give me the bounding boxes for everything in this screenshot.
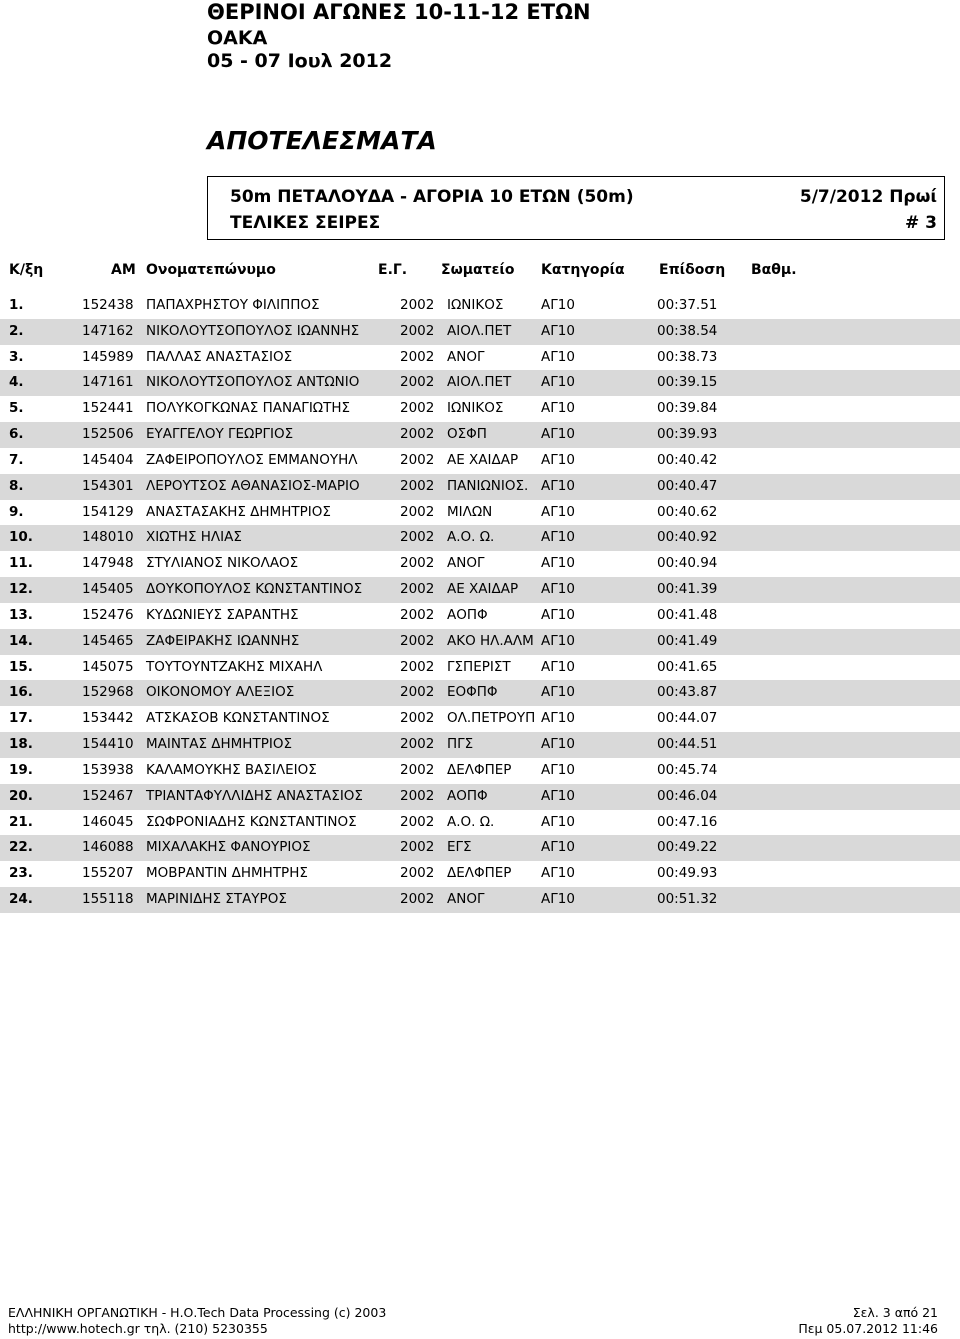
- time-cell: 00:41.65: [657, 658, 718, 675]
- am-cell: 152441: [82, 400, 134, 417]
- table-row: [0, 629, 960, 655]
- club-cell: ΙΩΝΙΚΟΣ: [447, 297, 504, 313]
- table-row: [0, 293, 960, 319]
- rank-cell: 7.: [9, 451, 24, 468]
- am-cell: 154410: [82, 736, 134, 753]
- time-cell: 00:40.42: [657, 451, 718, 468]
- col-yob: Ε.Γ.: [378, 262, 408, 278]
- event-phase: ΤΕΛΙΚΕΣ ΣΕΙΡΕΣ: [230, 213, 381, 233]
- name-cell: ΑΝΑΣΤΑΣΑΚΗΣ ΔΗΜΗΤΡΙΟΣ: [146, 503, 331, 520]
- rank-cell: 5.: [9, 400, 24, 417]
- footer-printed: Πεμ 05.07.2012 11:46: [798, 1321, 938, 1336]
- col-am: ΑΜ: [111, 262, 136, 278]
- club-cell: ΜΙΛΩΝ: [447, 503, 493, 520]
- rank-cell: 14.: [9, 632, 33, 649]
- am-cell: 152506: [82, 426, 134, 443]
- time-cell: 00:40.47: [657, 477, 718, 494]
- yob-cell: 2002: [400, 297, 435, 313]
- time-cell: 00:44.07: [657, 710, 718, 727]
- category-cell: ΑΓ10: [541, 865, 575, 882]
- name-cell: ΣΤΥΛΙΑΝΟΣ ΝΙΚΟΛΑΟΣ: [146, 555, 299, 572]
- table-row: [0, 345, 960, 371]
- am-cell: 145465: [82, 632, 134, 649]
- name-cell: ΚΥΔΩΝΙΕΥΣ ΣΑΡΑΝΤΗΣ: [146, 606, 299, 623]
- name-cell: ΛΕΡΟΥΤΣΟΣ ΑΘΑΝΑΣΙΟΣ-ΜΑΡΙΟ: [146, 477, 360, 494]
- category-cell: ΑΓ10: [541, 710, 575, 727]
- event-heat: # 3: [905, 213, 937, 233]
- yob-cell: 2002: [400, 426, 435, 443]
- time-cell: 00:39.84: [657, 400, 718, 417]
- rank-cell: 3.: [9, 348, 24, 365]
- category-cell: ΑΓ10: [541, 400, 575, 417]
- rank-cell: 13.: [9, 606, 33, 623]
- table-row: [0, 551, 960, 577]
- time-cell: 00:39.15: [657, 374, 718, 391]
- name-cell: ΚΑΛΑΜΟΥΚΗΣ ΒΑΣΙΛΕΙΟΣ: [146, 761, 317, 778]
- time-cell: 00:51.32: [657, 891, 718, 908]
- am-cell: 147948: [82, 555, 134, 572]
- time-cell: 00:38.73: [657, 348, 718, 365]
- name-cell: ΜΙΧΑΛΑΚΗΣ ΦΑΝΟΥΡΙΟΣ: [146, 839, 311, 856]
- yob-cell: 2002: [400, 839, 435, 856]
- name-cell: ΣΩΦΡΟΝΙΑΔΗΣ ΚΩΝΣΤΑΝΤΙΝΟΣ: [146, 813, 357, 830]
- time-cell: 00:40.62: [657, 503, 718, 520]
- club-cell: Α.Ο. Ω.: [447, 529, 495, 546]
- time-cell: 00:40.92: [657, 529, 718, 546]
- time-cell: 00:45.74: [657, 761, 718, 778]
- category-cell: ΑΓ10: [541, 426, 575, 443]
- am-cell: 155207: [82, 865, 134, 882]
- category-cell: ΑΓ10: [541, 503, 575, 520]
- yob-cell: 2002: [400, 813, 435, 830]
- table-row: [0, 370, 960, 396]
- category-cell: ΑΓ10: [541, 658, 575, 675]
- footer-contact: http://www.hotech.gr τηλ. (210) 5230355: [8, 1321, 268, 1336]
- rank-cell: 15.: [9, 658, 33, 675]
- table-row: [0, 422, 960, 448]
- time-cell: 00:49.93: [657, 865, 718, 882]
- yob-cell: 2002: [400, 710, 435, 727]
- category-cell: ΑΓ10: [541, 348, 575, 365]
- rank-cell: 8.: [9, 477, 24, 494]
- table-row: [0, 500, 960, 526]
- time-cell: 00:43.87: [657, 684, 718, 701]
- time-cell: 00:41.39: [657, 581, 718, 598]
- table-row: [0, 680, 960, 706]
- category-cell: ΑΓ10: [541, 787, 575, 804]
- rank-cell: 1.: [9, 297, 24, 313]
- table-row: [0, 655, 960, 681]
- col-category: Κατηγορία: [541, 262, 625, 278]
- club-cell: ΟΛ.ΠΕΤΡΟΥΠ: [447, 710, 536, 727]
- category-cell: ΑΓ10: [541, 477, 575, 494]
- rank-cell: 4.: [9, 374, 24, 391]
- table-row: [0, 448, 960, 474]
- table-row: [0, 706, 960, 732]
- category-cell: ΑΓ10: [541, 322, 575, 339]
- name-cell: ΠΑΛΛΑΣ ΑΝΑΣΤΑΣΙΟΣ: [146, 348, 293, 365]
- time-cell: 00:37.51: [657, 297, 718, 313]
- table-row: [0, 810, 960, 836]
- time-cell: 00:49.22: [657, 839, 718, 856]
- name-cell: ΤΟΥΤΟΥΝΤΖΑΚΗΣ ΜΙΧΑΗΛ: [146, 658, 323, 675]
- category-cell: ΑΓ10: [541, 736, 575, 753]
- club-cell: ΓΣΠΕΡΙΣΤ: [447, 658, 511, 675]
- yob-cell: 2002: [400, 761, 435, 778]
- col-rank: Κ/ξη: [9, 262, 44, 278]
- rank-cell: 19.: [9, 761, 33, 778]
- yob-cell: 2002: [400, 400, 435, 417]
- rank-cell: 2.: [9, 322, 24, 339]
- rank-cell: 10.: [9, 529, 33, 546]
- club-cell: ΠΑΝΙΩΝΙΟΣ.: [447, 477, 529, 494]
- time-cell: 00:47.16: [657, 813, 718, 830]
- rank-cell: 22.: [9, 839, 33, 856]
- yob-cell: 2002: [400, 529, 435, 546]
- col-club: Σωματείο: [441, 262, 515, 278]
- name-cell: ΝΙΚΟΛΟΥΤΣΟΠΟΥΛΟΣ ΙΩΑΝΝΗΣ: [146, 322, 360, 339]
- rank-cell: 21.: [9, 813, 33, 830]
- yob-cell: 2002: [400, 477, 435, 494]
- rank-cell: 6.: [9, 426, 24, 443]
- am-cell: 145075: [82, 658, 134, 675]
- am-cell: 148010: [82, 529, 134, 546]
- am-cell: 152438: [82, 297, 134, 313]
- event-name: 50m ΠΕΤΑΛΟΥΔΑ - ΑΓΟΡΙΑ 10 ΕΤΩΝ (50m): [230, 187, 634, 207]
- club-cell: ΕΟΦΠΦ: [447, 684, 498, 701]
- category-cell: ΑΓ10: [541, 606, 575, 623]
- footer-page: Σελ. 3 από 21: [852, 1305, 938, 1320]
- category-cell: ΑΓ10: [541, 891, 575, 908]
- name-cell: ΝΙΚΟΛΟΥΤΣΟΠΟΥΛΟΣ ΑΝΤΩΝΙΟ: [146, 374, 360, 391]
- am-cell: 145989: [82, 348, 134, 365]
- name-cell: ΠΑΠΑΧΡΗΣΤΟΥ ΦΙΛΙΠΠΟΣ: [146, 297, 320, 313]
- col-time: Επίδοση: [659, 262, 726, 278]
- category-cell: ΑΓ10: [541, 451, 575, 468]
- am-cell: 146045: [82, 813, 134, 830]
- time-cell: 00:41.49: [657, 632, 718, 649]
- yob-cell: 2002: [400, 581, 435, 598]
- rank-cell: 23.: [9, 865, 33, 882]
- category-cell: ΑΓ10: [541, 529, 575, 546]
- club-cell: ΙΩΝΙΚΟΣ: [447, 400, 504, 417]
- category-cell: ΑΓ10: [541, 839, 575, 856]
- club-cell: Α.Ο. Ω.: [447, 813, 495, 830]
- club-cell: ΔΕΛΦΠΕΡ: [447, 865, 512, 882]
- name-cell: ΜΟΒΡΑΝΤΙΝ ΔΗΜΗΤΡΗΣ: [146, 865, 308, 882]
- am-cell: 152968: [82, 684, 134, 701]
- time-cell: 00:39.93: [657, 426, 718, 443]
- meet-venue: ΟΑΚΑ: [207, 27, 268, 49]
- time-cell: 00:41.48: [657, 606, 718, 623]
- name-cell: ΕΥΑΓΓΕΛΟΥ ΓΕΩΡΓΙΟΣ: [146, 426, 294, 443]
- category-cell: ΑΓ10: [541, 581, 575, 598]
- name-cell: ΤΡΙΑΝΤΑΦΥΛΛΙΔΗΣ ΑΝΑΣΤΑΣΙΟΣ: [146, 787, 363, 804]
- results-table: [0, 293, 960, 913]
- rank-cell: 9.: [9, 503, 24, 520]
- time-cell: 00:40.94: [657, 555, 718, 572]
- yob-cell: 2002: [400, 891, 435, 908]
- col-name: Ονοματεπώνυμο: [146, 262, 276, 278]
- club-cell: ΑΝΟΓ: [447, 348, 485, 365]
- am-cell: 153938: [82, 761, 134, 778]
- yob-cell: 2002: [400, 658, 435, 675]
- rank-cell: 12.: [9, 581, 33, 598]
- meet-dates: 05 - 07 Ιουλ 2012: [207, 50, 393, 72]
- club-cell: ΕΓΣ: [447, 839, 472, 856]
- table-row: [0, 758, 960, 784]
- table-row: [0, 396, 960, 422]
- yob-cell: 2002: [400, 555, 435, 572]
- am-cell: 155118: [82, 891, 134, 908]
- table-row: [0, 603, 960, 629]
- club-cell: ΑΕ ΧΑΙΔΑΡ: [447, 581, 519, 598]
- yob-cell: 2002: [400, 632, 435, 649]
- category-cell: ΑΓ10: [541, 555, 575, 572]
- club-cell: ΑΚΟ ΗΛ.ΑΛΜ: [447, 632, 534, 649]
- name-cell: ΑΤΣΚΑΣΟΒ ΚΩΝΣΤΑΝΤΙΝΟΣ: [146, 710, 330, 727]
- category-cell: ΑΓ10: [541, 761, 575, 778]
- rank-cell: 16.: [9, 684, 33, 701]
- yob-cell: 2002: [400, 374, 435, 391]
- am-cell: 152476: [82, 606, 134, 623]
- yob-cell: 2002: [400, 606, 435, 623]
- club-cell: ΑΟΠΦ: [447, 606, 488, 623]
- am-cell: 145405: [82, 581, 134, 598]
- table-row: [0, 525, 960, 551]
- am-cell: 154301: [82, 477, 134, 494]
- club-cell: ΑΟΠΦ: [447, 787, 488, 804]
- category-cell: ΑΓ10: [541, 684, 575, 701]
- am-cell: 153442: [82, 710, 134, 727]
- rank-cell: 20.: [9, 787, 33, 804]
- yob-cell: 2002: [400, 865, 435, 882]
- table-row: [0, 861, 960, 887]
- table-row: [0, 474, 960, 500]
- category-cell: ΑΓ10: [541, 632, 575, 649]
- club-cell: ΑΙΟΛ.ΠΕΤ: [447, 322, 512, 339]
- table-row: [0, 319, 960, 345]
- category-cell: ΑΓ10: [541, 374, 575, 391]
- col-points: Βαθμ.: [751, 262, 797, 278]
- rank-cell: 24.: [9, 891, 33, 908]
- am-cell: 152467: [82, 787, 134, 804]
- category-cell: ΑΓ10: [541, 297, 575, 313]
- yob-cell: 2002: [400, 787, 435, 804]
- club-cell: ΔΕΛΦΠΕΡ: [447, 761, 512, 778]
- yob-cell: 2002: [400, 322, 435, 339]
- category-cell: ΑΓ10: [541, 813, 575, 830]
- yob-cell: 2002: [400, 503, 435, 520]
- club-cell: ΑΝΟΓ: [447, 555, 485, 572]
- meet-title: ΘΕΡΙΝΟΙ ΑΓΩΝΕΣ 10-11-12 ΕΤΩΝ: [207, 0, 591, 24]
- name-cell: ΜΑΙΝΤΑΣ ΔΗΜΗΤΡΙΟΣ: [146, 736, 292, 753]
- club-cell: ΠΓΣ: [447, 736, 474, 753]
- am-cell: 154129: [82, 503, 134, 520]
- yob-cell: 2002: [400, 348, 435, 365]
- yob-cell: 2002: [400, 451, 435, 468]
- event-box: [207, 176, 945, 240]
- name-cell: ΧΙΩΤΗΣ ΗΛΙΑΣ: [146, 529, 242, 546]
- yob-cell: 2002: [400, 736, 435, 753]
- club-cell: ΑΙΟΛ.ΠΕΤ: [447, 374, 512, 391]
- event-date: 5/7/2012 Πρωί: [799, 187, 937, 207]
- footer-org: ΕΛΛΗΝΙΚΗ ΟΡΓΑΝΩΤΙΚΗ - Η.Ο.Tech Data Processing (c) 2003: [8, 1305, 387, 1320]
- rank-cell: 17.: [9, 710, 33, 727]
- name-cell: ΠΟΛΥΚΟΓΚΩΝΑΣ ΠΑΝΑΓΙΩΤΗΣ: [146, 400, 351, 417]
- rank-cell: 18.: [9, 736, 33, 753]
- table-row: [0, 732, 960, 758]
- am-cell: 147161: [82, 374, 134, 391]
- section-title: ΑΠΟΤΕΛΕΣΜΑΤΑ: [207, 126, 437, 155]
- time-cell: 00:46.04: [657, 787, 718, 804]
- name-cell: ΔΟΥΚΟΠΟΥΛΟΣ ΚΩΝΣΤΑΝΤΙΝΟΣ: [146, 581, 363, 598]
- table-row: [0, 577, 960, 603]
- name-cell: ΖΑΦΕΙΡΑΚΗΣ ΙΩΑΝΝΗΣ: [146, 632, 300, 649]
- club-cell: ΑΝΟΓ: [447, 891, 485, 908]
- time-cell: 00:44.51: [657, 736, 718, 753]
- time-cell: 00:38.54: [657, 322, 718, 339]
- table-row: [0, 784, 960, 810]
- name-cell: ΖΑΦΕΙΡΟΠΟΥΛΟΣ ΕΜΜΑΝΟΥΗΛ: [146, 451, 358, 468]
- name-cell: ΟΙΚΟΝΟΜΟΥ ΑΛΕΞΙΟΣ: [146, 684, 295, 701]
- am-cell: 146088: [82, 839, 134, 856]
- rank-cell: 11.: [9, 555, 33, 572]
- table-row: [0, 835, 960, 861]
- club-cell: ΟΣΦΠ: [447, 426, 487, 443]
- am-cell: 147162: [82, 322, 134, 339]
- club-cell: ΑΕ ΧΑΙΔΑΡ: [447, 451, 519, 468]
- yob-cell: 2002: [400, 684, 435, 701]
- name-cell: ΜΑΡΙΝΙΔΗΣ ΣΤΑΥΡΟΣ: [146, 891, 287, 908]
- table-row: [0, 887, 960, 913]
- am-cell: 145404: [82, 451, 134, 468]
